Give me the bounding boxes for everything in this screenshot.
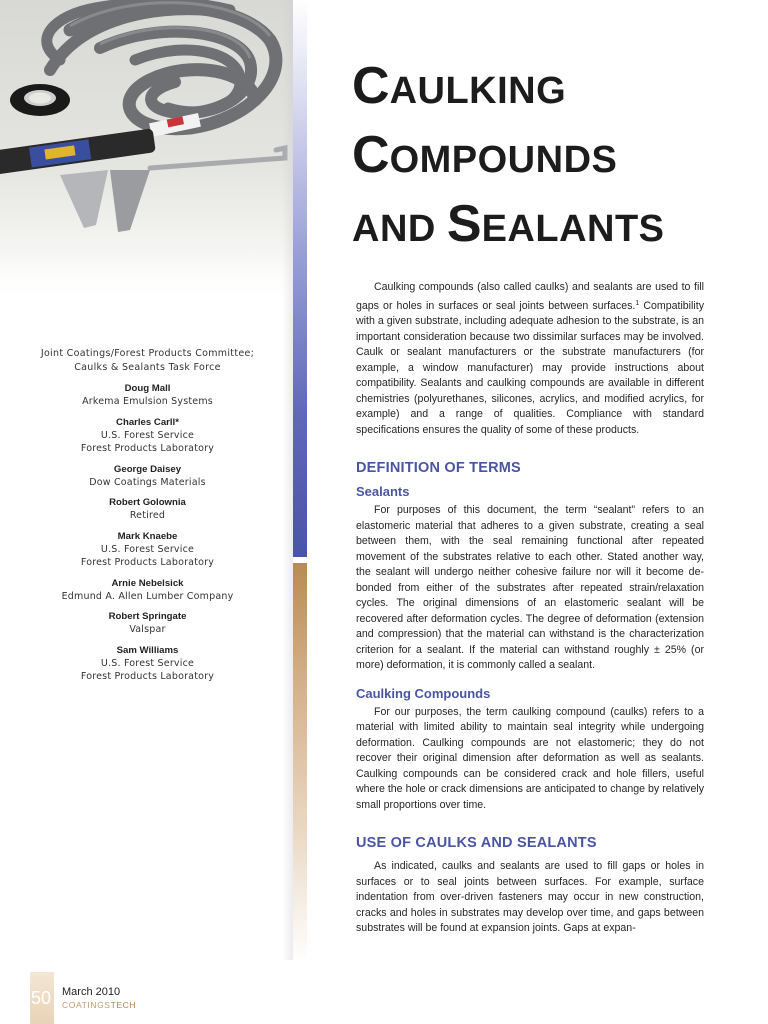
author-affiliation: Forest Products Laboratory bbox=[80, 557, 215, 568]
sealants-paragraph: For purposes of this document, the term “sealant” refers to an elastomeric material that adheres to a given substrate, creating a seal between them, with the seal remaining functional after repeated movement of the substrates relative to each other. Stated another way, the sealant will undergo neither cohesive failure nor will it become de-bonded from either of the substrates after repeated strain/relaxation cycles. The original dimensions of an elastomeric sealant will be recovered after deformation cycles. The degree of deformation (extension and compression) that the material can withstand is the characterization criterion for a sealant. If the material can withstand roughly ± 25% (or more) deformation, it is commonly called a sealant. bbox=[356, 504, 704, 671]
author-entry bbox=[20, 610, 275, 637]
column-shadow bbox=[282, 0, 293, 960]
subheading-sealants: Sealants bbox=[356, 484, 410, 499]
author-name: Robert Springate bbox=[108, 611, 187, 622]
committee-name bbox=[20, 347, 275, 375]
author-affiliation: U.S. Forest Service bbox=[100, 543, 195, 555]
author-name: Mark Knaebe bbox=[117, 530, 178, 542]
section-heading-use: USE OF CAULKS AND SEALANTS bbox=[356, 835, 597, 851]
magazine-name: COATINGSTECH bbox=[62, 1000, 137, 1010]
gold-accent-bar bbox=[293, 563, 307, 963]
use-paragraph: As indicated, caulks and sealants are used to fill gaps or holes in surfaces or to seal joints between surfaces. For example, surface indentation from over-driven fasteners may occur in new construction, cracks and holes in substrates may develop over time, and gaps between substrates will be found at expansion joints. Gaps at expan- bbox=[356, 860, 704, 934]
caulking-paragraph: For our purposes, the term caulking compound (caulks) refers to a material with limited ability to maintain seal integrity while undergoing deformation. Caulking compounds are not elastomeric; they do not recover their original dimension after deformation as well as sealants. Caulking compounds can be considered crack and hole fillers, useful where the hole or crack dimensions are anticipated to change by relatively small proportions over time. bbox=[356, 705, 704, 811]
author-entry bbox=[20, 463, 275, 490]
author-affiliation: U.S. Forest Service bbox=[100, 429, 195, 441]
author-list bbox=[20, 347, 275, 684]
intro-paragraph: Caulking compounds (also called caulks) and sealants are used to fill gaps or holes in surfaces or seal joints between surfaces.$^1$ Compatibility with a given substrate, including adequate adhesion to the substrate, is an important consideration because two dissimilar surfaces may be involved. Caulk or sealant manufacturers or the substrate manufacturers (for example, a window manufacturer) may provide instructions about compatibility. Sealants and caulking compounds are available in different chemistries (polyurethanes, silicones, acrylics, and modified acrylics, for example) and a range of qualities. Compliance with standard specifications ensures the quality of some of these products. bbox=[356, 281, 704, 436]
author-name: Sam Williams bbox=[116, 644, 179, 656]
blue-accent-bar bbox=[293, 0, 307, 557]
section-heading-definitions: DEFINITION OF TERMS bbox=[356, 460, 521, 476]
author-entry bbox=[20, 416, 275, 456]
author-name: Doug Mall bbox=[124, 383, 171, 394]
author-affiliation: Arkema Emulsion Systems bbox=[82, 396, 213, 407]
article-body bbox=[356, 280, 704, 937]
footnote-reference[interactable]: 1 bbox=[635, 299, 640, 307]
author-affiliation: Dow Coatings Materials bbox=[89, 476, 206, 488]
author-name: Robert Golownia bbox=[109, 497, 186, 508]
author-affiliation: Forest Products Laboratory bbox=[80, 671, 215, 682]
author-affiliation: Forest Products Laboratory bbox=[80, 443, 215, 454]
subheading-caulking-compounds: Caulking Compounds bbox=[356, 685, 491, 701]
author-entry bbox=[20, 496, 275, 523]
committee-line: Joint Coatings/Forest Products Committee; bbox=[40, 348, 255, 359]
author-entry bbox=[20, 577, 275, 604]
author-name: Charles Carll* bbox=[116, 416, 179, 428]
committee-line: Caulks & Sealants Task Force bbox=[74, 362, 221, 373]
product-photo bbox=[0, 0, 293, 300]
author-affiliation: Edmund A. Allen Lumber Company bbox=[61, 590, 234, 602]
title-line: CAULKING bbox=[352, 57, 567, 115]
photo-fade bbox=[0, 250, 293, 300]
title-line: COMPOUNDS bbox=[352, 126, 618, 184]
author-entry bbox=[20, 530, 275, 570]
page-number: 50 bbox=[31, 988, 52, 1008]
article-title bbox=[352, 55, 752, 262]
author-entry bbox=[20, 382, 275, 409]
issue-date: March 2010 bbox=[62, 986, 121, 998]
author-affiliation: Retired bbox=[129, 510, 166, 521]
author-entry bbox=[20, 644, 275, 684]
author-affiliation: U.S. Forest Service bbox=[100, 657, 195, 669]
author-name: George Daisey bbox=[113, 463, 182, 475]
title-line: AND SEALANTS bbox=[352, 195, 665, 253]
authors-container bbox=[20, 382, 275, 684]
author-name: Arnie Nebelsick bbox=[111, 577, 184, 589]
author-affiliation: Valspar bbox=[129, 624, 166, 635]
